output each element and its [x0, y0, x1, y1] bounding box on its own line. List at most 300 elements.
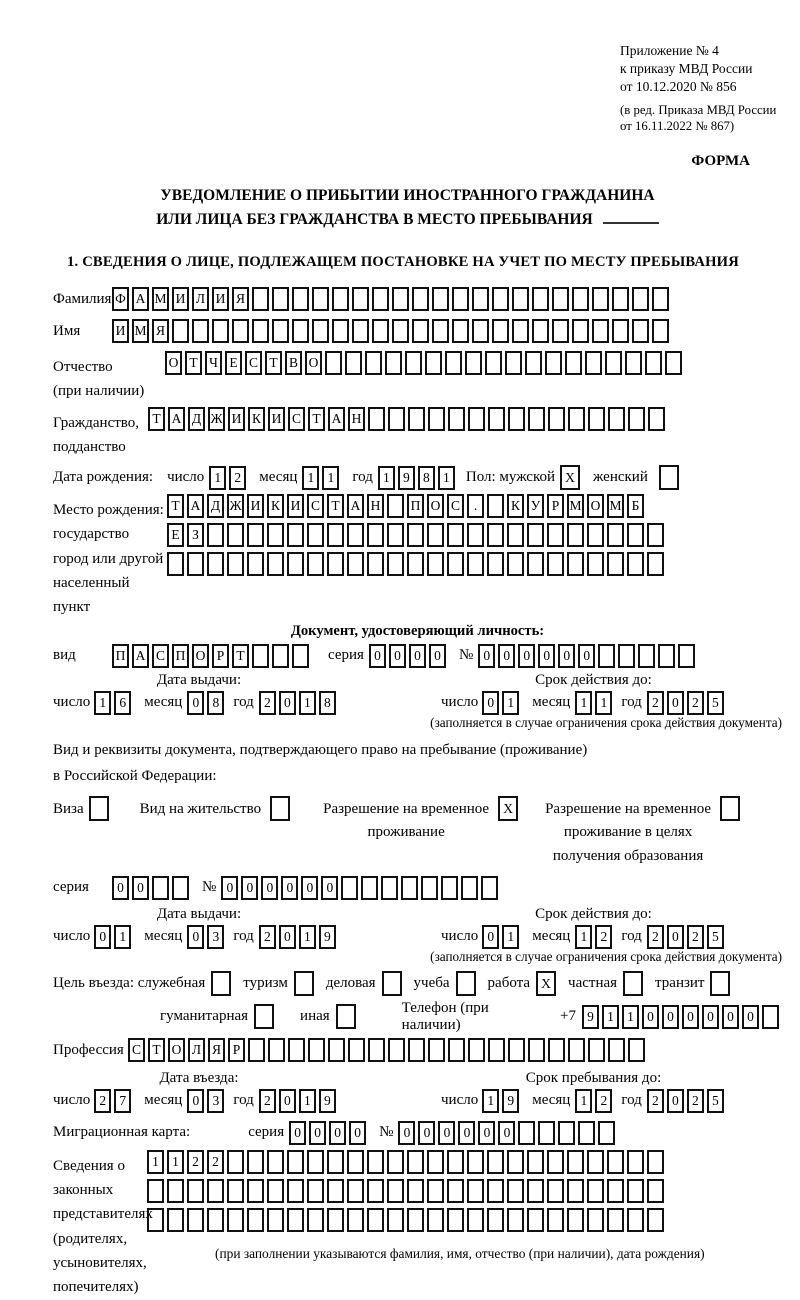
cell-box[interactable] [567, 1179, 584, 1203]
cell-box[interactable] [247, 523, 264, 547]
cell-box[interactable]: М [567, 494, 584, 518]
cell-box[interactable]: 1 [595, 691, 612, 715]
cell-box[interactable]: Н [348, 407, 365, 431]
cell-box[interactable] [452, 319, 469, 343]
cell-box[interactable] [647, 523, 664, 547]
cell-box[interactable]: М [607, 494, 624, 518]
cell-box[interactable] [347, 1179, 364, 1203]
cell-box[interactable]: 1 [299, 691, 316, 715]
cell-box[interactable]: Е [167, 523, 184, 547]
cell-box[interactable]: 0 [281, 876, 298, 900]
cell-box[interactable]: Ч [205, 351, 222, 375]
cell-box[interactable]: Е [225, 351, 242, 375]
cell-box[interactable]: 0 [667, 1089, 684, 1113]
cell-box[interactable]: 0 [132, 876, 149, 900]
cell-box[interactable]: М [152, 287, 169, 311]
cell-box[interactable] [448, 407, 465, 431]
cell-box[interactable] [527, 1150, 544, 1174]
cell-box[interactable] [585, 351, 602, 375]
cell-box[interactable]: 0 [429, 644, 446, 668]
cell-box[interactable]: 0 [742, 1005, 759, 1029]
cell-box[interactable]: 1 [622, 1005, 639, 1029]
cell-box[interactable] [367, 1150, 384, 1174]
cell-box[interactable]: О [427, 494, 444, 518]
cell-box[interactable] [167, 552, 184, 576]
cell-box[interactable] [147, 1179, 164, 1203]
cell-box[interactable]: 0 [94, 925, 111, 949]
cell-box[interactable] [247, 1208, 264, 1232]
cell-box[interactable] [528, 1038, 545, 1062]
cell-box[interactable]: Т [308, 407, 325, 431]
cell-box[interactable] [227, 1208, 244, 1232]
cell-box[interactable] [665, 351, 682, 375]
cell-box[interactable] [627, 1208, 644, 1232]
cell-box[interactable] [527, 1208, 544, 1232]
cell-box[interactable]: 0 [309, 1121, 326, 1145]
cell-box[interactable]: 0 [478, 644, 495, 668]
cell-box[interactable] [567, 552, 584, 576]
checkbox-humanitarian[interactable] [254, 1004, 274, 1029]
cell-box[interactable] [388, 1038, 405, 1062]
cell-box[interactable] [428, 407, 445, 431]
cell-box[interactable]: 2 [207, 1150, 224, 1174]
cell-box[interactable] [152, 876, 169, 900]
checkbox-commercial[interactable] [382, 971, 402, 996]
cell-box[interactable]: А [187, 494, 204, 518]
cell-box[interactable]: 9 [319, 1089, 336, 1113]
cell-box[interactable] [267, 1208, 284, 1232]
cell-box[interactable] [528, 407, 545, 431]
cell-box[interactable]: 6 [114, 691, 131, 715]
cell-box[interactable] [638, 644, 655, 668]
cell-box[interactable]: 2 [647, 691, 664, 715]
cell-box[interactable] [187, 552, 204, 576]
cell-box[interactable] [447, 552, 464, 576]
cell-box[interactable] [565, 351, 582, 375]
cell-box[interactable]: П [407, 494, 424, 518]
cell-box[interactable] [252, 644, 269, 668]
checkbox-other[interactable] [336, 1004, 356, 1029]
cell-box[interactable] [447, 523, 464, 547]
cell-box[interactable] [232, 319, 249, 343]
cell-box[interactable]: Ж [208, 407, 225, 431]
cell-box[interactable] [572, 319, 589, 343]
cell-box[interactable]: 2 [687, 1089, 704, 1113]
cell-box[interactable]: А [132, 287, 149, 311]
cell-box[interactable] [312, 319, 329, 343]
cell-box[interactable]: И [247, 494, 264, 518]
cell-box[interactable] [647, 552, 664, 576]
cell-box[interactable] [387, 1208, 404, 1232]
cell-box[interactable]: 0 [301, 876, 318, 900]
cell-box[interactable] [652, 319, 669, 343]
cell-box[interactable] [427, 552, 444, 576]
cell-box[interactable] [287, 1179, 304, 1203]
cell-box[interactable]: 0 [478, 1121, 495, 1145]
cell-box[interactable]: 1 [167, 1150, 184, 1174]
cell-box[interactable] [467, 1150, 484, 1174]
cell-box[interactable]: Л [188, 1038, 205, 1062]
cell-box[interactable] [452, 287, 469, 311]
cell-box[interactable] [368, 407, 385, 431]
cell-box[interactable] [508, 407, 525, 431]
cell-box[interactable]: П [172, 644, 189, 668]
cell-box[interactable] [547, 523, 564, 547]
cell-box[interactable]: 1 [438, 466, 455, 490]
cell-box[interactable] [325, 351, 342, 375]
cell-box[interactable] [372, 319, 389, 343]
cell-box[interactable] [632, 287, 649, 311]
cell-box[interactable] [307, 1179, 324, 1203]
cell-box[interactable]: 0 [538, 644, 555, 668]
cell-box[interactable]: 0 [279, 1089, 296, 1113]
cell-box[interactable] [307, 552, 324, 576]
cell-box[interactable] [187, 1179, 204, 1203]
cell-box[interactable] [172, 876, 189, 900]
cell-box[interactable] [445, 351, 462, 375]
cell-box[interactable] [327, 1150, 344, 1174]
cell-box[interactable] [147, 1208, 164, 1232]
cell-box[interactable]: К [248, 407, 265, 431]
cell-box[interactable] [368, 1038, 385, 1062]
cell-box[interactable] [608, 407, 625, 431]
cell-box[interactable]: 0 [498, 644, 515, 668]
cell-box[interactable] [292, 287, 309, 311]
cell-box[interactable]: 2 [94, 1089, 111, 1113]
cell-box[interactable]: В [285, 351, 302, 375]
cell-box[interactable]: 1 [147, 1150, 164, 1174]
checkbox-private[interactable] [623, 971, 643, 996]
cell-box[interactable]: Р [228, 1038, 245, 1062]
cell-box[interactable]: 0 [221, 876, 238, 900]
cell-box[interactable] [467, 552, 484, 576]
cell-box[interactable] [508, 1038, 525, 1062]
cell-box[interactable]: 5 [707, 925, 724, 949]
cell-box[interactable] [312, 287, 329, 311]
cell-box[interactable] [658, 644, 675, 668]
cell-box[interactable] [507, 1150, 524, 1174]
cell-box[interactable]: И [287, 494, 304, 518]
cell-box[interactable] [308, 1038, 325, 1062]
cell-box[interactable] [347, 1208, 364, 1232]
cell-box[interactable] [647, 1208, 664, 1232]
cell-box[interactable] [488, 407, 505, 431]
cell-box[interactable] [327, 523, 344, 547]
cell-box[interactable] [348, 1038, 365, 1062]
cell-box[interactable]: 0 [578, 644, 595, 668]
cell-box[interactable]: Я [208, 1038, 225, 1062]
cell-box[interactable] [408, 1038, 425, 1062]
cell-box[interactable]: 2 [187, 1150, 204, 1174]
cell-box[interactable] [627, 552, 644, 576]
cell-box[interactable] [267, 1150, 284, 1174]
cell-box[interactable] [287, 1208, 304, 1232]
checkbox-study[interactable] [456, 971, 476, 996]
cell-box[interactable] [468, 1038, 485, 1062]
cell-box[interactable]: 0 [662, 1005, 679, 1029]
cell-box[interactable] [592, 319, 609, 343]
cell-box[interactable]: Т [148, 407, 165, 431]
cell-box[interactable]: 1 [114, 925, 131, 949]
cell-box[interactable]: 9 [502, 1089, 519, 1113]
cell-box[interactable] [207, 1208, 224, 1232]
cell-box[interactable] [527, 552, 544, 576]
cell-box[interactable]: 1 [302, 466, 319, 490]
cell-box[interactable] [427, 1179, 444, 1203]
cell-box[interactable] [352, 319, 369, 343]
cell-box[interactable] [507, 1208, 524, 1232]
cell-box[interactable] [307, 1150, 324, 1174]
checkbox-temp-residence[interactable]: X [498, 796, 518, 821]
cell-box[interactable]: Т [232, 644, 249, 668]
cell-box[interactable]: П [112, 644, 129, 668]
checkbox-male[interactable]: X [560, 465, 580, 490]
cell-box[interactable] [607, 1150, 624, 1174]
cell-box[interactable] [427, 523, 444, 547]
cell-box[interactable] [527, 1179, 544, 1203]
cell-box[interactable] [327, 1208, 344, 1232]
cell-box[interactable]: Л [192, 287, 209, 311]
cell-box[interactable] [425, 351, 442, 375]
cell-box[interactable] [421, 876, 438, 900]
cell-box[interactable]: 9 [319, 925, 336, 949]
cell-box[interactable] [192, 319, 209, 343]
cell-box[interactable] [627, 1150, 644, 1174]
cell-box[interactable] [678, 644, 695, 668]
cell-box[interactable] [608, 1038, 625, 1062]
cell-box[interactable] [487, 552, 504, 576]
cell-box[interactable] [587, 1150, 604, 1174]
cell-box[interactable] [448, 1038, 465, 1062]
checkbox-transit[interactable] [710, 971, 730, 996]
cell-box[interactable] [288, 1038, 305, 1062]
cell-box[interactable]: С [447, 494, 464, 518]
cell-box[interactable] [627, 523, 644, 547]
cell-box[interactable] [578, 1121, 595, 1145]
cell-box[interactable]: 0 [187, 1089, 204, 1113]
cell-box[interactable]: О [165, 351, 182, 375]
cell-box[interactable]: 0 [349, 1121, 366, 1145]
cell-box[interactable] [447, 1150, 464, 1174]
cell-box[interactable] [472, 287, 489, 311]
cell-box[interactable]: О [168, 1038, 185, 1062]
cell-box[interactable]: 1 [209, 466, 226, 490]
cell-box[interactable] [227, 552, 244, 576]
cell-box[interactable] [492, 287, 509, 311]
cell-box[interactable] [547, 1150, 564, 1174]
cell-box[interactable]: Р [547, 494, 564, 518]
cell-box[interactable]: 1 [378, 466, 395, 490]
cell-box[interactable] [347, 523, 364, 547]
cell-box[interactable]: И [228, 407, 245, 431]
cell-box[interactable] [247, 1179, 264, 1203]
cell-box[interactable] [412, 319, 429, 343]
cell-box[interactable]: 0 [187, 691, 204, 715]
cell-box[interactable]: 0 [667, 925, 684, 949]
cell-box[interactable] [588, 1038, 605, 1062]
cell-box[interactable]: 2 [687, 691, 704, 715]
cell-box[interactable]: 0 [418, 1121, 435, 1145]
cell-box[interactable] [558, 1121, 575, 1145]
cell-box[interactable] [547, 1208, 564, 1232]
cell-box[interactable] [647, 1150, 664, 1174]
checkbox-temp-residence-edu[interactable] [720, 796, 740, 821]
cell-box[interactable]: А [328, 407, 345, 431]
cell-box[interactable] [547, 1179, 564, 1203]
cell-box[interactable] [487, 523, 504, 547]
checkbox-work[interactable]: X [536, 971, 556, 996]
cell-box[interactable] [592, 287, 609, 311]
cell-box[interactable] [407, 523, 424, 547]
cell-box[interactable]: 0 [187, 925, 204, 949]
cell-box[interactable] [468, 407, 485, 431]
cell-box[interactable] [532, 319, 549, 343]
cell-box[interactable] [441, 876, 458, 900]
cell-box[interactable]: 2 [259, 925, 276, 949]
cell-box[interactable]: О [192, 644, 209, 668]
cell-box[interactable] [247, 552, 264, 576]
cell-box[interactable]: Т [167, 494, 184, 518]
cell-box[interactable]: А [168, 407, 185, 431]
cell-box[interactable]: Т [327, 494, 344, 518]
cell-box[interactable] [467, 1208, 484, 1232]
cell-box[interactable]: 2 [687, 925, 704, 949]
cell-box[interactable]: 0 [518, 644, 535, 668]
cell-box[interactable] [648, 407, 665, 431]
cell-box[interactable] [545, 351, 562, 375]
cell-box[interactable] [187, 1208, 204, 1232]
cell-box[interactable] [552, 319, 569, 343]
cell-box[interactable]: 0 [279, 925, 296, 949]
cell-box[interactable] [618, 644, 635, 668]
cell-box[interactable] [267, 552, 284, 576]
cell-box[interactable] [345, 351, 362, 375]
cell-box[interactable]: 0 [112, 876, 129, 900]
cell-box[interactable] [367, 552, 384, 576]
cell-box[interactable]: 0 [438, 1121, 455, 1145]
cell-box[interactable] [287, 552, 304, 576]
cell-box[interactable] [567, 523, 584, 547]
cell-box[interactable] [172, 319, 189, 343]
cell-box[interactable] [252, 287, 269, 311]
cell-box[interactable] [367, 1179, 384, 1203]
cell-box[interactable]: 9 [398, 466, 415, 490]
cell-box[interactable] [287, 1150, 304, 1174]
cell-box[interactable] [507, 523, 524, 547]
cell-box[interactable] [167, 1179, 184, 1203]
cell-box[interactable] [467, 1179, 484, 1203]
cell-box[interactable] [381, 876, 398, 900]
cell-box[interactable]: Ж [227, 494, 244, 518]
cell-box[interactable] [625, 351, 642, 375]
cell-box[interactable]: 2 [595, 1089, 612, 1113]
cell-box[interactable]: 2 [647, 925, 664, 949]
cell-box[interactable]: 0 [722, 1005, 739, 1029]
cell-box[interactable] [412, 287, 429, 311]
cell-box[interactable]: 9 [582, 1005, 599, 1029]
cell-box[interactable]: 0 [389, 644, 406, 668]
cell-box[interactable] [207, 552, 224, 576]
cell-box[interactable]: 8 [319, 691, 336, 715]
cell-box[interactable] [467, 523, 484, 547]
cell-box[interactable] [572, 287, 589, 311]
cell-box[interactable] [392, 319, 409, 343]
cell-box[interactable] [507, 552, 524, 576]
cell-box[interactable] [388, 407, 405, 431]
cell-box[interactable] [552, 287, 569, 311]
cell-box[interactable]: И [212, 287, 229, 311]
cell-box[interactable] [447, 1179, 464, 1203]
cell-box[interactable] [632, 319, 649, 343]
cell-box[interactable] [428, 1038, 445, 1062]
cell-box[interactable] [347, 552, 364, 576]
cell-box[interactable] [607, 1179, 624, 1203]
cell-box[interactable] [627, 1179, 644, 1203]
cell-box[interactable] [612, 319, 629, 343]
cell-box[interactable]: 0 [682, 1005, 699, 1029]
cell-box[interactable]: 1 [299, 1089, 316, 1113]
cell-box[interactable] [372, 287, 389, 311]
cell-box[interactable] [762, 1005, 779, 1029]
cell-box[interactable] [352, 287, 369, 311]
cell-box[interactable]: 1 [94, 691, 111, 715]
cell-box[interactable]: Ф [112, 287, 129, 311]
cell-box[interactable] [568, 1038, 585, 1062]
cell-box[interactable] [548, 1038, 565, 1062]
cell-box[interactable]: 3 [207, 1089, 224, 1113]
cell-box[interactable] [327, 552, 344, 576]
checkbox-tourism[interactable] [294, 971, 314, 996]
cell-box[interactable]: 0 [279, 691, 296, 715]
cell-box[interactable]: У [527, 494, 544, 518]
cell-box[interactable] [461, 876, 478, 900]
cell-box[interactable] [645, 351, 662, 375]
cell-box[interactable] [465, 351, 482, 375]
cell-box[interactable] [332, 319, 349, 343]
cell-box[interactable] [512, 287, 529, 311]
cell-box[interactable] [607, 1208, 624, 1232]
cell-box[interactable] [532, 287, 549, 311]
cell-box[interactable]: 0 [409, 644, 426, 668]
cell-box[interactable] [268, 1038, 285, 1062]
cell-box[interactable] [607, 523, 624, 547]
cell-box[interactable]: 1 [575, 925, 592, 949]
cell-box[interactable]: 0 [261, 876, 278, 900]
cell-box[interactable]: 1 [482, 1089, 499, 1113]
cell-box[interactable]: 1 [502, 925, 519, 949]
cell-box[interactable]: . [467, 494, 484, 518]
cell-box[interactable]: К [507, 494, 524, 518]
cell-box[interactable] [365, 351, 382, 375]
checkbox-residence-permit[interactable] [270, 796, 290, 821]
cell-box[interactable] [472, 319, 489, 343]
cell-box[interactable]: Т [185, 351, 202, 375]
cell-box[interactable] [407, 552, 424, 576]
cell-box[interactable] [567, 1150, 584, 1174]
cell-box[interactable]: 2 [595, 925, 612, 949]
cell-box[interactable] [432, 287, 449, 311]
cell-box[interactable]: О [305, 351, 322, 375]
cell-box[interactable] [367, 523, 384, 547]
cell-box[interactable] [527, 523, 544, 547]
cell-box[interactable] [405, 351, 422, 375]
cell-box[interactable] [628, 407, 645, 431]
cell-box[interactable] [267, 523, 284, 547]
cell-box[interactable]: О [587, 494, 604, 518]
cell-box[interactable] [487, 1208, 504, 1232]
cell-box[interactable] [167, 1208, 184, 1232]
cell-box[interactable]: М [132, 319, 149, 343]
